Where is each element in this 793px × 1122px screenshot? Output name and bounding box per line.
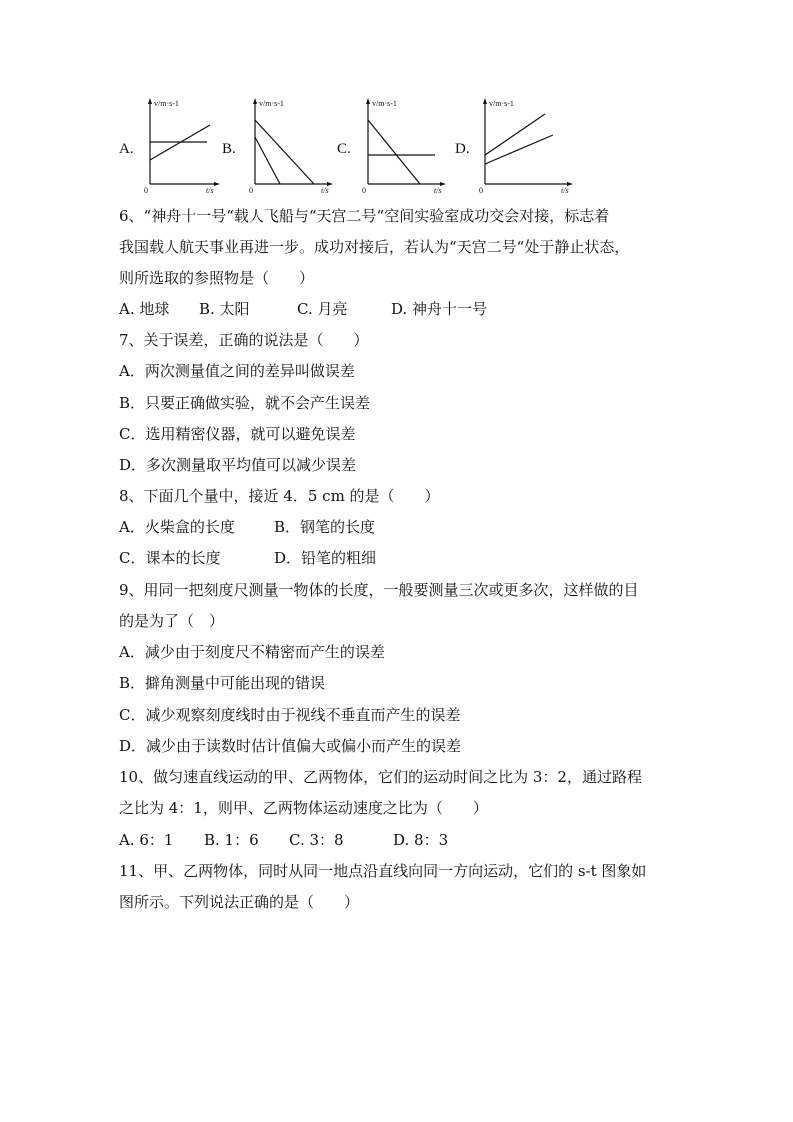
q10-stem-line-2: 之比为 4：1，则甲、乙两物体运动速度之比为（ ） bbox=[119, 799, 488, 817]
graph-d bbox=[475, 92, 585, 197]
q6-option-b: B. 太阳 bbox=[199, 300, 250, 318]
graph-a-x-arrow bbox=[214, 182, 220, 186]
q9-option-c: C．减少观察刻度线时由于视线不垂直而产生的误差 bbox=[119, 706, 461, 724]
q11-stem-line-2: 图所示。下列说法正确的是（ ） bbox=[119, 893, 360, 911]
q7-option-c: C．选用精密仪器，就可以避免误差 bbox=[119, 425, 356, 443]
graph-c-falling-line bbox=[368, 120, 420, 184]
graph-c bbox=[358, 92, 458, 197]
q8-option-d: D．铅笔的粗细 bbox=[274, 549, 377, 567]
graph-d-origin: 0 bbox=[479, 186, 483, 195]
graph-d-rising-line-2 bbox=[485, 135, 553, 164]
q9-option-b: B．擗角测量中可能出现的错误 bbox=[119, 674, 326, 692]
graph-a-y-arrow bbox=[148, 98, 152, 104]
graph-c-ylabel: v/m·s-1 bbox=[372, 99, 397, 108]
q8-option-b: B．钢笔的长度 bbox=[274, 518, 376, 536]
q7-option-b: B．只要正确做实验，就不会产生误差 bbox=[119, 394, 371, 412]
q8-option-c: C．课本的长度 bbox=[119, 549, 221, 567]
graph-a-origin: 0 bbox=[144, 186, 148, 195]
graph-c-xlabel: t/s bbox=[434, 186, 442, 195]
q8-option-a: A．火柴盒的长度 bbox=[119, 518, 235, 536]
q9-option-d: D．减少由于读数时估计值偏大或偏小而产生的误差 bbox=[119, 737, 462, 755]
q9-option-a: A．减少由于刻度尺不精密而产生的误差 bbox=[119, 643, 385, 661]
q6-option-d: D. 神舟十一号 bbox=[391, 300, 488, 318]
q6-stem-line-3: 则所选取的参照物是（ ） bbox=[119, 269, 315, 287]
velocity-graph-options bbox=[0, 0, 793, 200]
q9-stem-line-1: 9、用同一把刻度尺测量一物体的长度，一般要测量三次或更多次，这样做的目 bbox=[119, 581, 639, 599]
graph-a-ylabel: v/m·s-1 bbox=[154, 99, 179, 108]
option-d-letter: D. bbox=[455, 141, 470, 157]
graph-b-xlabel: t/s bbox=[321, 186, 329, 195]
q6-stem-line-1: 6、“神舟十一号“载人飞船与“天宫二号“空间实验室成功交会对接，标志着 bbox=[119, 207, 610, 225]
graph-b-origin: 0 bbox=[249, 186, 253, 195]
q6-stem-line-2: 我国载人航天事业再进一步。成功对接后，若认为“天宫二号“处于静止状态， bbox=[119, 238, 630, 256]
option-c-letter: C. bbox=[337, 141, 351, 157]
q9-stem-line-2: 的是为了（ ） bbox=[119, 612, 225, 630]
q10-option-c: C. 3：8 bbox=[289, 831, 344, 849]
q10-stem-line-1: 10、做匀速直线运动的甲、乙两物体，它们的运动时间之比为 3：2，通过路程 bbox=[119, 768, 642, 786]
q7-option-a: A．两次测量值之间的差异叫做误差 bbox=[119, 362, 355, 380]
q10-option-d: D. 8：3 bbox=[393, 831, 449, 849]
graph-d-ylabel: v/m·s-1 bbox=[489, 99, 514, 108]
graph-d-rising-line-1 bbox=[485, 114, 545, 155]
graph-b-falling-line-2 bbox=[255, 137, 280, 184]
q10-option-a: A. 6：1 bbox=[119, 831, 174, 849]
q8-stem: 8、下面几个量中，接近 4．5 cm 的是（ ） bbox=[119, 487, 440, 505]
option-a-letter: A. bbox=[119, 141, 134, 157]
graph-d-xlabel: t/s bbox=[561, 186, 569, 195]
q7-option-d: D．多次测量取平均值可以减少误差 bbox=[119, 456, 357, 474]
q6-option-a: A. 地球 bbox=[119, 300, 170, 318]
q7-stem: 7、关于误差，正确的说法是（ ） bbox=[119, 331, 369, 349]
q6-option-c: C. 月亮 bbox=[297, 300, 348, 318]
graph-b bbox=[245, 92, 340, 197]
graph-c-origin: 0 bbox=[362, 186, 366, 195]
graph-a bbox=[140, 92, 225, 197]
q10-option-b: B. 1：6 bbox=[204, 831, 259, 849]
q11-stem-line-1: 11、甲、乙两物体，同时从同一地点沿直线向同一方向运动，它们的 s-t 图象如 bbox=[119, 862, 647, 880]
graph-b-ylabel: v/m·s-1 bbox=[259, 99, 284, 108]
graph-b-falling-line-1 bbox=[255, 120, 314, 184]
option-b-letter: B. bbox=[222, 141, 236, 157]
graph-a-xlabel: t/s bbox=[206, 186, 214, 195]
